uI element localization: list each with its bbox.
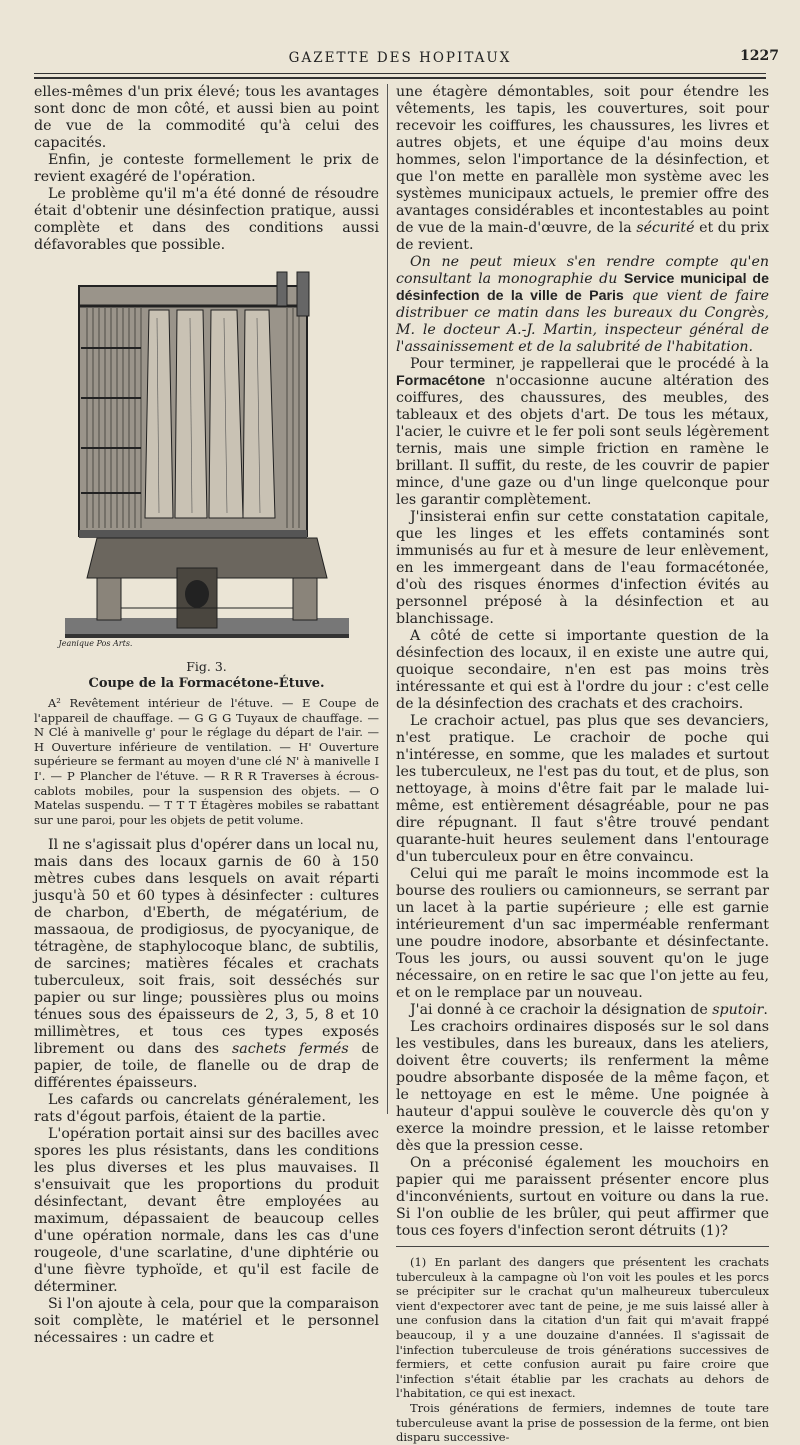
header-rule-bottom	[34, 77, 766, 79]
paragraph: une étagère démontables, soit pour étendre les vêtements, les tapis, les couvertures, soit pour recevoir les coiffures, les chaussures, les livres et autres objets, et une équipe d'au moins deux hommes, selon l'importance de la désinfection, et que l'on mette en parallèle mon système avec les systèmes municipaux actuels, le premier offre des avantages considérables et incontestables au point de vue de la main-d'œuvre, de la sécurité et du prix de revient.	[396, 84, 770, 253]
journal-title: GAZETTE DES HOPITAUX	[288, 50, 512, 66]
figure-caption: Coupe de la Formacétone-Étuve.	[88, 676, 325, 691]
paragraph: Les cafards ou cancrelats généralement, les rats d'égout parfois, étaient de la partie.	[34, 1092, 379, 1126]
etuve-engraving	[57, 268, 357, 654]
paragraph: A côté de cette si importante question de la désinfection des locaux, il en existe une autre qui, quoique secondaire, n'en est pas moins très intéressante et qui est à l'ordre du jour : c'est celle de la désinfection des crachats et des crachoirs.	[396, 628, 769, 712]
paragraph: On ne peut mieux s'en rendre compte qu'en consultant la monographie du Service municipal de désinfection de la ville de Paris que vient de faire distribuer ce matin dans les bureaux du Congrès, M. le docteur A.-J. Martin, inspecteur général de l'assainissement et de la salubrité de l'habitation.	[396, 254, 769, 355]
paragraph: L'opération portait ainsi sur des bacilles avec spores les plus résistants, dans les conditions les plus diverses et les plus mauvaises. Il s'ensuivait que les proportions du produit désinfectant, devant être employées au maximum, dépassaient de beaucoup celles d'une opération normale, dans les cas d'une rougeole, d'une scarlatine, d'une diphtérie ou d'une fièvre typhoïde, et qu'il est facile de déterminer.	[34, 1126, 379, 1296]
paragraph: Il ne s'agissait plus d'opérer dans un local nu, mais dans des locaux garnis de 60 à 150 mètres cubes dans lesquels on avait réparti jusqu'à 50 et 60 types à désinfecter : cultures de charbon, d'Eberth, de mégatérium, de massaoua, de prodigiosus, de pyocyanique, de tétragène, de staphylocoque blanc, de subtilis, de sarcines; matières fécales et crachats tuberculeux, soit frais, soit desséchés sur papier ou sur linge; poussières plus ou moins ténues sous des épaisseurs de 2, 3, 5, 8 et 10 millimètres, et tous ces types exposés librement ou dans des sachets fermés de papier, de toile, de flanelle ou de drap de différentes épaisseurs.	[34, 837, 379, 1092]
paragraph: J'insisterai enfin sur cette constatation capitale, que les linges et les effets contaminés sont immunisés au fur et à mesure de leur enlèvement, en les immergeant dans de l'eau formacétonée, d'où des risques énormes d'infection évités au personnel préposé à la désinfection et au blanchissage.	[396, 509, 769, 627]
figure-label: Fig. 3.	[186, 659, 227, 674]
paragraph: Les crachoirs ordinaires disposés sur le sol dans les vestibules, dans les bureaux, dans les ateliers, doivent être couverts; ils renferment la même poudre absorbante disposée de la même façon, et le nettoyage en est le même. Une poignée à hauteur d'appui soulève le couvercle dès qu'on y exerce la moindre pression, et le laisse retomber dès que la pression cesse.	[396, 1019, 769, 1154]
paragraph: Celui qui me paraît le moins incommode est la bourse des rouliers ou camionneurs, se serrant par un lacet à la partie supérieure ; elle est garnie intérieurement d'un sac imperméable renfermant une poudre inodore, absorbante et désinfectante. Tous les jours, ou aussi souvent qu'on le juge nécessaire, on en retire le sac que l'on jette au feu, et on le remplace par un nouveau.	[396, 866, 769, 1001]
running-header	[0, 46, 800, 72]
left-column	[34, 84, 379, 1347]
page-number: 1227	[740, 48, 779, 64]
paragraph: On a préconisé également les mouchoirs en papier qui me paraissent présenter encore plus d'inconvénients, surtout en voiture ou dans la rue. Si l'on oublie de les brûler, qui peut affirmer que tous ces foyers d'infection seront détruits (1)?	[396, 1155, 769, 1239]
paragraph: Le problème qu'il m'a été donné de résoudre était d'obtenir une désinfection pratique, aussi complète et dans des conditions aussi défavorables que possible.	[34, 186, 379, 253]
paragraph: J'ai donné à ce crachoir la désignation de sputoir.	[410, 1002, 768, 1018]
paragraph: elles-mêmes d'un prix élevé; tous les avantages sont donc de mon côté, et aussi bien au point de vue de la commodité qu'à celui des capacités.	[34, 84, 379, 151]
header-rule-top	[34, 73, 766, 74]
footnote: Trois générations de fermiers, indemnes de toute tare tuberculeuse avant la prise de possession de la ferme, ont bien disparu successive-	[396, 1400, 769, 1445]
column-divider	[387, 84, 388, 1114]
engraver-signature: Jeanique Pos Arts.	[58, 639, 133, 648]
paragraph: Pour terminer, je rappellerai que le procédé à la Formacétone n'occasionne aucune altération des coiffures, des chaussures, des meubles, des tableaux et des objets d'art. De tous les métaux, l'acier, le cuivre et le fer poli sont seuls légèrement ternis, mais une simple friction en ramène le brillant. Il suffit, du reste, de les couvrir de papier mince, d'une gaze ou d'un linge quelconque pour les garantir complètement.	[396, 356, 769, 508]
figure-legend: A² Revêtement intérieur de l'étuve. — E Coupe de l'appareil de chauffage. — G G G Tuyaux de chauffage. — N Clé à manivelle g' pour le réglage du départ de l'air. — H Ouverture inférieure de ventilation. — H' Ouverture supérieure se fermant au moyen d'une clé N' à manivelle I I'. — P Plancher de l'étuve. — R R R Traverses à écrous-cablots mobiles, pour la suspension des objets. — O Matelas suspendu. — T T T Étagères mobiles se rabattant sur une paroi, pour les objets de petit volume.	[34, 696, 379, 827]
footnote-rule	[396, 1246, 769, 1247]
footnote: (1) En parlant des dangers que présentent les crachats tuberculeux à la campagne où l'on voit les poules et les porcs se précipiter sur le crachat qu'un malheureux tuberculeux vient d'expectorer avec tant de peine, je me suis laissé aller à une confusion dans la citation d'un fait qui m'avait frappé beaucoup, il y a une douzaine d'années. Il s'agissait de l'infection tuberculeuse de trois générations successives de fermiers, et cette confusion aurait pu faire croire que l'infection s'était établie par les crachats au dehors de l'habitation, ce qui est inexact.	[396, 1255, 769, 1401]
figure-formacetone-etuve	[57, 268, 357, 654]
paragraph: Le crachoir actuel, pas plus que ses devanciers, n'est pratique. Le crachoir de poche qui n'intéresse, en somme, que les malades et surtout les tuberculeux, ne l'est pas du tout, et de plus, son nettoyage, à moins d'être fait par le malade lui-même, est entièrement désagréable, pour ne pas dire répugnant. Il faut s'être trouvé pendant quarante-huit heures seulement dans l'entourage d'un tuberculeux pour en être convaincu.	[396, 713, 769, 865]
right-column	[396, 84, 769, 1445]
paragraph: Si l'on ajoute à cela, pour que la comparaison soit complète, le matériel et le personnel nécessaires : un cadre et	[34, 1296, 379, 1347]
paragraph: Enfin, je conteste formellement le prix de revient exagéré de l'opération.	[34, 152, 379, 185]
